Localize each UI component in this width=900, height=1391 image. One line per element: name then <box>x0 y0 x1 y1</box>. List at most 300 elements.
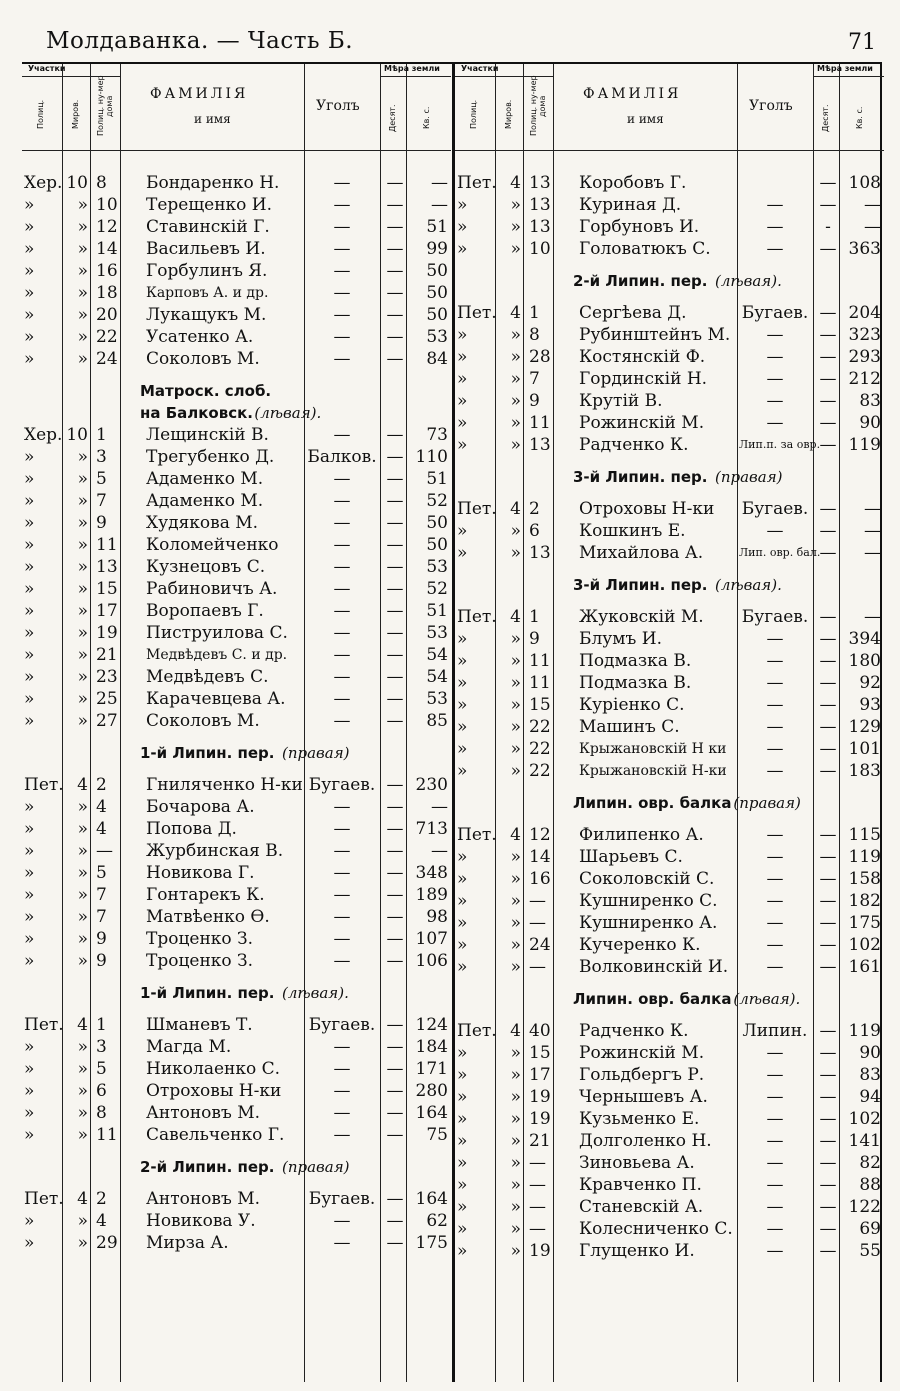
surname-cell: Гниляченко Н-ки <box>146 775 303 795</box>
section-heading <box>22 742 451 764</box>
desyatina-cell: — <box>386 1015 404 1035</box>
police-district-cell: » <box>457 239 468 259</box>
corner-cell: — <box>333 327 351 347</box>
page-number: 71 <box>848 30 876 55</box>
desyatina-cell: — <box>819 435 837 455</box>
square-sazhen-cell: 51 <box>426 601 448 621</box>
desyatina-cell: — <box>386 623 404 643</box>
section-heading <box>455 792 884 814</box>
corner-cell: — <box>766 891 784 911</box>
police-district-cell: » <box>457 717 468 737</box>
header-desyat: Десят. <box>388 104 397 132</box>
desyatina-cell: — <box>386 195 404 215</box>
house-number-cell: 1 <box>529 607 540 627</box>
table-row <box>22 950 451 972</box>
mera-rule <box>380 76 451 77</box>
square-sazhen-cell: 54 <box>426 645 448 665</box>
table-row <box>455 956 884 978</box>
magistrate-district-cell: » <box>510 391 521 411</box>
section-heading <box>22 982 451 1004</box>
desyatina-cell: — <box>386 797 404 817</box>
magistrate-district-cell: » <box>77 217 88 237</box>
magistrate-district-cell: 4 <box>510 607 521 627</box>
header-mera-zemli: Мѣра земли <box>817 64 873 73</box>
section-title: на Балковск. <box>140 404 253 422</box>
square-sazhen-cell: 50 <box>426 283 448 303</box>
house-number-cell: 29 <box>96 1233 118 1253</box>
table-row <box>22 1210 451 1232</box>
square-sazhen-cell: 53 <box>426 327 448 347</box>
desyatina-cell: — <box>819 499 837 519</box>
desyatina-cell: — <box>819 673 837 693</box>
table-row <box>455 1152 884 1174</box>
corner-cell: — <box>333 1037 351 1057</box>
magistrate-district-cell: 4 <box>77 1015 88 1035</box>
corner-cell: — <box>766 521 784 541</box>
magistrate-district-cell: » <box>77 645 88 665</box>
corner-cell: — <box>766 369 784 389</box>
magistrate-district-cell: » <box>510 413 521 433</box>
magistrate-district-cell: » <box>510 739 521 759</box>
surname-cell: Худякова М. <box>146 513 259 533</box>
police-district-cell: » <box>457 761 468 781</box>
police-district-cell: » <box>457 739 468 759</box>
police-district-cell: Пет. <box>457 825 497 845</box>
desyatina-cell: — <box>819 521 837 541</box>
police-district-cell: » <box>24 951 35 971</box>
magistrate-district-cell: » <box>77 623 88 643</box>
corner-cell: — <box>333 951 351 971</box>
section-side: (лѣвая). <box>733 990 801 1008</box>
corner-cell: Бугаев. <box>308 775 376 795</box>
section-heading <box>455 574 884 596</box>
corner-cell: Бугаев. <box>741 303 809 323</box>
police-district-cell: » <box>457 369 468 389</box>
table-row <box>455 890 884 912</box>
police-district-cell: Хер. <box>24 173 63 193</box>
surname-cell: Глущенко И. <box>579 1241 695 1261</box>
corner-cell: — <box>333 1125 351 1145</box>
header-mera-zemli: Мѣра земли <box>384 64 440 73</box>
police-district-cell: » <box>24 645 35 665</box>
desyatina-cell: — <box>386 689 404 709</box>
left-half <box>22 64 451 1382</box>
surname-cell: Подмазка В. <box>579 651 692 671</box>
square-sazhen-cell: 293 <box>848 347 881 367</box>
corner-cell: — <box>333 929 351 949</box>
house-number-cell: 12 <box>96 217 118 237</box>
desyatina-cell: — <box>386 239 404 259</box>
surname-cell: Воропаевъ Г. <box>146 601 264 621</box>
corner-cell: — <box>333 1081 351 1101</box>
square-sazhen-cell: 183 <box>848 761 881 781</box>
square-sazhen-cell: — <box>864 607 881 627</box>
house-number-cell: 16 <box>529 869 551 889</box>
section-title: 1-й Липин. пер. <box>140 744 275 762</box>
desyatina-cell: — <box>819 717 837 737</box>
surname-cell: Крыжановскій Н ки <box>579 741 727 757</box>
table-row <box>455 868 884 890</box>
desyatina-cell: — <box>386 579 404 599</box>
police-district-cell: » <box>24 907 35 927</box>
house-number-cell: 28 <box>529 347 551 367</box>
header-polits: Полиц. <box>36 99 45 129</box>
house-number-cell: 9 <box>529 629 540 649</box>
corner-cell: — <box>333 1211 351 1231</box>
magistrate-district-cell: » <box>77 1211 88 1231</box>
table-row <box>22 710 451 732</box>
corner-cell: — <box>333 579 351 599</box>
surname-cell: Бочарова А. <box>146 797 255 817</box>
section-title: 2-й Липин. пер. <box>573 272 708 290</box>
surname-cell: Чернышевъ А. <box>579 1087 708 1107</box>
house-number-cell: — <box>529 1175 546 1195</box>
corner-cell: — <box>766 1153 784 1173</box>
magistrate-district-cell: » <box>77 1125 88 1145</box>
magistrate-district-cell: » <box>510 325 521 345</box>
house-number-cell: 15 <box>96 579 118 599</box>
section-side: (лѣвая). <box>715 272 782 290</box>
police-district-cell: » <box>24 349 35 369</box>
house-number-cell: — <box>529 913 546 933</box>
surname-cell: Соколовскій С. <box>579 869 715 889</box>
magistrate-district-cell: » <box>510 1109 521 1129</box>
square-sazhen-cell: — <box>864 217 881 237</box>
desyatina-cell: — <box>386 907 404 927</box>
desyatina-cell: — <box>386 261 404 281</box>
section-title: Липин. овр. балка <box>573 794 732 812</box>
house-number-cell: 22 <box>96 327 118 347</box>
police-district-cell: Пет. <box>24 1015 64 1035</box>
magistrate-district-cell: » <box>510 673 521 693</box>
surname-cell: Гонтарекъ К. <box>146 885 265 905</box>
surname-cell: Медвѣдевъ С. <box>146 667 269 687</box>
magistrate-district-cell: » <box>510 1241 521 1261</box>
desyatina-cell: — <box>386 929 404 949</box>
magistrate-district-cell: » <box>77 885 88 905</box>
house-number-cell: 19 <box>529 1109 551 1129</box>
desyatina-cell: — <box>819 369 837 389</box>
police-district-cell: » <box>457 521 468 541</box>
house-number-cell: 17 <box>529 1065 551 1085</box>
house-number-cell: 19 <box>529 1241 551 1261</box>
house-number-cell: 23 <box>96 667 118 687</box>
table-row <box>22 326 451 348</box>
square-sazhen-cell: 110 <box>415 447 448 467</box>
table-row <box>22 1124 451 1146</box>
square-sazhen-cell: 164 <box>415 1103 448 1123</box>
magistrate-district-cell: » <box>77 195 88 215</box>
surname-cell: Соколовъ М. <box>146 349 260 369</box>
desyatina-cell: — <box>819 935 837 955</box>
surname-cell: Куріенко С. <box>579 695 685 715</box>
house-number-cell: 9 <box>529 391 540 411</box>
corner-cell: — <box>766 1131 784 1151</box>
surname-cell: Лукащукъ М. <box>146 305 267 325</box>
police-district-cell: » <box>457 629 468 649</box>
house-number-cell: 17 <box>96 601 118 621</box>
corner-cell: Лип.п. за овр. <box>739 438 821 451</box>
magistrate-district-cell: » <box>77 841 88 861</box>
directory-table <box>22 62 882 1382</box>
square-sazhen-cell: 62 <box>426 1211 448 1231</box>
magistrate-district-cell: 4 <box>510 1021 521 1041</box>
desyatina-cell: — <box>819 913 837 933</box>
surname-cell: Крутій В. <box>579 391 663 411</box>
page-header <box>0 0 900 62</box>
police-district-cell: » <box>457 869 468 889</box>
square-sazhen-cell: — <box>431 797 448 817</box>
surname-cell: Отроховы Н-ки <box>579 499 715 519</box>
desyatina-cell: — <box>819 1021 837 1041</box>
square-sazhen-cell: 122 <box>848 1197 881 1217</box>
desyatina-cell: — <box>386 447 404 467</box>
surname-cell: Шманевъ Т. <box>146 1015 253 1035</box>
desyatina-cell: — <box>819 651 837 671</box>
house-number-cell: 13 <box>529 435 551 455</box>
police-district-cell: » <box>457 325 468 345</box>
desyatina-cell: — <box>819 825 837 845</box>
table-row <box>455 434 884 456</box>
header-uchastki: Участки <box>461 64 499 73</box>
corner-cell: — <box>766 935 784 955</box>
police-district-cell: » <box>457 1241 468 1261</box>
desyatina-cell: — <box>819 1043 837 1063</box>
police-district-cell: » <box>24 797 35 817</box>
police-district-cell: » <box>24 195 35 215</box>
table-row <box>455 1174 884 1196</box>
table-row <box>22 172 451 194</box>
house-number-cell: 16 <box>96 261 118 281</box>
section-title: Липин. овр. балка <box>573 990 732 1008</box>
square-sazhen-cell: 180 <box>848 651 881 671</box>
square-sazhen-cell: 230 <box>415 775 448 795</box>
square-sazhen-cell: 182 <box>848 891 881 911</box>
desyatina-cell: — <box>819 957 837 977</box>
magistrate-district-cell: » <box>510 717 521 737</box>
surname-cell: Волковинскій И. <box>579 957 729 977</box>
header-nomer-doma: Полиц. ну-мер дома <box>96 75 114 137</box>
desyatina-cell: — <box>819 1197 837 1217</box>
section-heading <box>22 380 451 402</box>
police-district-cell: » <box>24 217 35 237</box>
surname-cell: Сергѣева Д. <box>579 303 687 323</box>
square-sazhen-cell: 92 <box>859 673 881 693</box>
house-number-cell: 15 <box>529 1043 551 1063</box>
magistrate-district-cell: » <box>77 907 88 927</box>
corner-cell: — <box>333 425 351 445</box>
desyatina-cell: — <box>819 413 837 433</box>
corner-cell: — <box>333 557 351 577</box>
magistrate-district-cell: » <box>510 1131 521 1151</box>
surname-cell: Горбуновъ И. <box>579 217 700 237</box>
surname-cell: Радченко К. <box>579 435 689 455</box>
magistrate-district-cell: » <box>77 447 88 467</box>
house-number-cell: 8 <box>96 173 107 193</box>
police-district-cell: » <box>24 929 35 949</box>
table-row <box>455 1130 884 1152</box>
header-ugol: Уголъ <box>749 98 793 114</box>
desyatina-cell: — <box>386 711 404 731</box>
house-number-cell: 7 <box>529 369 540 389</box>
surname-cell: Антоновъ М. <box>146 1103 261 1123</box>
corner-cell: — <box>333 173 351 193</box>
square-sazhen-cell: 158 <box>848 869 881 889</box>
police-district-cell: » <box>457 651 468 671</box>
house-number-cell: — <box>529 891 546 911</box>
header-mirov: Миров. <box>71 99 80 129</box>
corner-cell: — <box>766 413 784 433</box>
desyatina-cell: — <box>819 195 837 215</box>
desyatina-cell: — <box>386 491 404 511</box>
house-number-cell: 3 <box>96 447 107 467</box>
house-number-cell: 11 <box>529 673 551 693</box>
magistrate-district-cell: » <box>77 283 88 303</box>
square-sazhen-cell: 348 <box>415 863 448 883</box>
square-sazhen-cell: 175 <box>415 1233 448 1253</box>
corner-cell: — <box>766 325 784 345</box>
desyatina-cell: — <box>819 1153 837 1173</box>
magistrate-district-cell: » <box>510 651 521 671</box>
police-district-cell: » <box>457 217 468 237</box>
police-district-cell: » <box>24 1037 35 1057</box>
square-sazhen-cell: 363 <box>848 239 881 259</box>
table-row <box>455 912 884 934</box>
surname-cell: Кучеренко К. <box>579 935 701 955</box>
square-sazhen-cell: 90 <box>859 1043 881 1063</box>
table-row <box>22 774 451 796</box>
police-district-cell: » <box>24 1211 35 1231</box>
house-number-cell: 13 <box>529 195 551 215</box>
table-row <box>455 1086 884 1108</box>
house-number-cell: 2 <box>96 775 107 795</box>
mera-rule <box>813 76 884 77</box>
section-side: (правая) <box>733 794 801 812</box>
police-district-cell: » <box>24 667 35 687</box>
magistrate-district-cell: » <box>77 491 88 511</box>
header-familiya: ФАМИЛІЯ <box>150 86 249 102</box>
square-sazhen-cell: 85 <box>426 711 448 731</box>
square-sazhen-cell: 108 <box>848 173 881 193</box>
police-district-cell: Пет. <box>457 499 497 519</box>
corner-cell: — <box>766 739 784 759</box>
magistrate-district-cell: » <box>510 1153 521 1173</box>
desyatina-cell: — <box>386 841 404 861</box>
corner-cell: Липин. <box>742 1021 808 1041</box>
square-sazhen-cell: 90 <box>859 413 881 433</box>
table-row <box>22 688 451 710</box>
corner-cell: — <box>333 885 351 905</box>
section-title: Матроск. слоб. <box>140 382 272 400</box>
house-number-cell: 1 <box>529 303 540 323</box>
house-number-cell: 5 <box>96 1059 107 1079</box>
police-district-cell: » <box>24 885 35 905</box>
header-i-imya: и имя <box>627 112 664 126</box>
police-district-cell: » <box>457 543 468 563</box>
police-district-cell: » <box>24 841 35 861</box>
section-heading <box>455 270 884 292</box>
magistrate-district-cell: » <box>77 327 88 347</box>
square-sazhen-cell: — <box>864 543 881 563</box>
magistrate-district-cell: » <box>510 695 521 715</box>
table-row <box>455 1240 884 1262</box>
corner-cell: — <box>766 1043 784 1063</box>
surname-cell: Машинъ С. <box>579 717 680 737</box>
square-sazhen-cell: 171 <box>415 1059 448 1079</box>
surname-cell: Николаенко С. <box>146 1059 281 1079</box>
surname-cell: Шарьевъ С. <box>579 847 683 867</box>
magistrate-district-cell: 4 <box>510 303 521 323</box>
magistrate-district-cell: » <box>510 521 521 541</box>
house-number-cell: 25 <box>96 689 118 709</box>
house-number-cell: 20 <box>96 305 118 325</box>
desyatina-cell: — <box>819 607 837 627</box>
square-sazhen-cell: — <box>431 195 448 215</box>
table-row <box>22 490 451 512</box>
desyatina-cell: — <box>819 1175 837 1195</box>
magistrate-district-cell: 4 <box>510 173 521 193</box>
square-sazhen-cell: 82 <box>859 1153 881 1173</box>
square-sazhen-cell: 102 <box>848 935 881 955</box>
desyatina-cell: — <box>819 173 837 193</box>
house-number-cell: — <box>529 1197 546 1217</box>
house-number-cell: 14 <box>96 239 118 259</box>
police-district-cell: » <box>24 239 35 259</box>
corner-cell: — <box>766 629 784 649</box>
magistrate-district-cell: » <box>510 1197 521 1217</box>
desyatina-cell: — <box>386 1037 404 1057</box>
corner-cell: — <box>766 391 784 411</box>
square-sazhen-cell: 98 <box>426 907 448 927</box>
desyatina-cell: — <box>819 1065 837 1085</box>
corner-cell: — <box>333 1103 351 1123</box>
house-number-cell: 10 <box>96 195 118 215</box>
desyatina-cell: — <box>819 303 837 323</box>
police-district-cell: » <box>24 447 35 467</box>
police-district-cell: » <box>457 935 468 955</box>
police-district-cell: » <box>24 689 35 709</box>
magistrate-district-cell: » <box>77 1059 88 1079</box>
desyatina-cell: — <box>386 1211 404 1231</box>
surname-cell: Костянскій Ф. <box>579 347 706 367</box>
magistrate-district-cell: » <box>510 629 521 649</box>
house-number-cell: 40 <box>529 1021 551 1041</box>
table-row <box>455 1108 884 1130</box>
police-district-cell: » <box>24 535 35 555</box>
police-district-cell: » <box>24 623 35 643</box>
surname-cell: Гольдбергъ Р. <box>579 1065 705 1085</box>
house-number-cell: 19 <box>529 1087 551 1107</box>
desyatina-cell: — <box>386 645 404 665</box>
desyatina-cell: — <box>386 513 404 533</box>
square-sazhen-cell: 88 <box>859 1175 881 1195</box>
police-district-cell: » <box>24 1103 35 1123</box>
desyatina-cell: — <box>819 543 837 563</box>
table-row <box>22 906 451 928</box>
table-row <box>455 672 884 694</box>
magistrate-district-cell: » <box>77 819 88 839</box>
square-sazhen-cell: — <box>864 521 881 541</box>
magistrate-district-cell: 4 <box>510 825 521 845</box>
table-row <box>22 512 451 534</box>
police-district-cell: » <box>24 283 35 303</box>
house-number-cell: 13 <box>529 173 551 193</box>
square-sazhen-cell: 115 <box>848 825 881 845</box>
header-kv-s: Кв. с. <box>422 106 431 130</box>
table-row <box>455 694 884 716</box>
police-district-cell: » <box>457 1131 468 1151</box>
desyatina-cell: — <box>819 739 837 759</box>
